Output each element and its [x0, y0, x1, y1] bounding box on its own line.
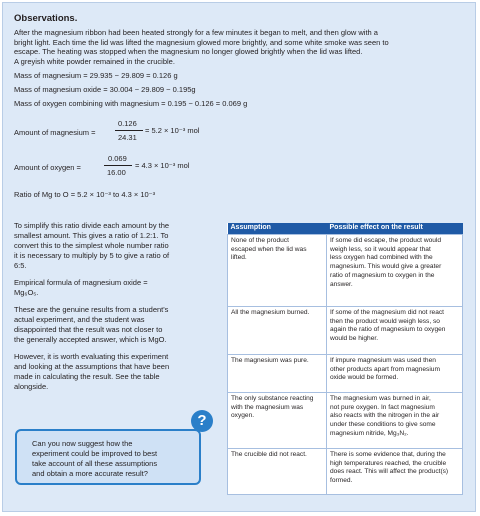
- body-line: However, it is worth evaluating this experiment: [14, 352, 169, 361]
- body-line: smallest amount. This gives a ratio of 1.2:1. To: [14, 231, 169, 240]
- cell-line: also reacts with the nitrogen in the air: [330, 412, 440, 420]
- cell-line: The only substance reacting: [231, 394, 314, 402]
- cell-line: answer.: [330, 280, 353, 288]
- cell-line: then the product would weigh less, so: [330, 317, 440, 325]
- effect-cell: [327, 234, 463, 306]
- assumption-cell: [228, 234, 327, 306]
- question-box: [15, 429, 201, 485]
- table-row: [228, 234, 463, 306]
- body-line: actual experiment, and the student was: [14, 315, 145, 324]
- cell-line: The magnesium was pure.: [231, 356, 309, 364]
- amount-mg-denominator: 24.31: [118, 133, 137, 142]
- body-line: and looking at the assumptions that have been: [14, 362, 170, 371]
- amount-mg-result: = 5.2 × 10⁻³ mol: [145, 126, 200, 135]
- table-row: [228, 354, 463, 392]
- cell-line: The crucible did not react.: [231, 450, 307, 458]
- cell-line: escaped when the lid was: [231, 245, 307, 253]
- cell-line: All the magnesium burned.: [231, 308, 310, 316]
- body-line: the generally accepted answer, which is MgO.: [14, 335, 167, 344]
- cell-line: lifted.: [231, 254, 247, 262]
- table-header-row: [228, 223, 463, 234]
- cell-line: None of the product: [231, 236, 289, 244]
- cell-line: less oxygen had combined with the: [330, 254, 433, 262]
- body-line: alongside.: [14, 382, 49, 391]
- column-header-assumption: Assumption: [228, 223, 327, 234]
- observations-panel: [2, 2, 476, 512]
- body-line: To simplify this ratio divide each amount by the: [14, 221, 170, 230]
- mass-oxygen: Mass of oxygen combining with magnesium = 0.195 − 0.126 = 0.069 g: [14, 99, 248, 108]
- assumption-cell: [228, 392, 327, 448]
- amount-o-result: = 4.3 × 10⁻³ mol: [135, 161, 190, 170]
- cell-line: again the ratio of magnesium to oxygen: [330, 326, 446, 334]
- question-line: Can you now suggest how the: [32, 439, 133, 448]
- mass-magnesium: Mass of magnesium = 29.935 − 29.809 = 0.126 g: [14, 71, 178, 80]
- cell-line: not pure oxygen. In fact magnesium: [330, 403, 435, 411]
- question-line: take account of all these assumptions: [32, 459, 158, 468]
- amount-o-label: Amount of oxygen =: [14, 163, 81, 172]
- assumption-cell: [228, 448, 327, 494]
- effect-cell: [327, 354, 463, 392]
- cell-line: If some did escape, the product would: [330, 236, 442, 244]
- body-line: 6:5.: [14, 261, 27, 270]
- cell-line: If impure magnesium was used then: [330, 356, 436, 364]
- column-header-effect: Possible effect on the result: [327, 223, 463, 234]
- body-line: These are the genuine results from a student's: [14, 305, 169, 314]
- cell-line: with the magnesium was: [231, 403, 304, 411]
- table-row: [228, 448, 463, 494]
- amount-mg-label: Amount of magnesium =: [14, 128, 96, 137]
- question-line: experiment could be improved to best: [32, 449, 158, 458]
- question-mark-icon: ?: [191, 410, 213, 432]
- table-row: [228, 306, 463, 354]
- body-line: made in calculating the result. See the table: [14, 372, 160, 381]
- cell-line: magnesium. This would give a greater: [330, 263, 442, 271]
- amount-mg-numerator: 0.126: [118, 119, 137, 128]
- para-line: A greyish white powder remained in the crucible.: [14, 56, 175, 66]
- cell-line: high temperatures reached, the crucible: [330, 459, 447, 467]
- assumption-cell: [228, 306, 327, 354]
- assumption-cell: [228, 354, 327, 392]
- question-line: and obtain a more accurate result?: [32, 469, 148, 478]
- cell-line: There is some evidence that, during the: [330, 450, 446, 458]
- cell-line: other products apart from magnesium: [330, 365, 440, 373]
- cell-line: magnesium nitride, Mg₃N₂.: [330, 429, 409, 437]
- amount-o-numerator: 0.069: [108, 154, 127, 163]
- para-line: bright light. Each time the lid was lifted the magnesium glowed more brightly, and some white smoke was seen to: [14, 37, 389, 47]
- cell-line: ratio of magnesium to oxygen in the: [330, 271, 435, 279]
- body-line: Empirical formula of magnesium oxide =: [14, 278, 148, 287]
- section-heading: Observations.: [14, 13, 78, 24]
- ratio-line: Ratio of Mg to O = 5.2 × 10⁻³ to 4.3 × 10⁻³: [14, 190, 156, 199]
- cell-line: formed.: [330, 477, 353, 485]
- cell-line: under these conditions to give some: [330, 421, 436, 429]
- body-line: it is necessary to multiply by 5 to give a ratio of: [14, 251, 170, 260]
- effect-cell: [327, 392, 463, 448]
- cell-line: does react. This will affect the product(s): [330, 468, 449, 476]
- cell-line: weigh less, so it would appear that: [330, 245, 431, 253]
- body-line: convert this to the simplest whole number ratio: [14, 241, 169, 250]
- para-line: escape. The heating was stopped when the magnesium no longer glowed brightly when the lid was lifted.: [14, 47, 363, 56]
- empirical-formula: Mg₆O₅.: [14, 288, 39, 297]
- assumptions-table: [227, 223, 463, 495]
- amount-o-denominator: 16.00: [107, 168, 126, 177]
- cell-line: would be higher.: [330, 335, 379, 343]
- cell-line: oxide would be formed.: [330, 374, 399, 382]
- cell-line: If some of the magnesium did not react: [330, 308, 444, 316]
- table-row: [228, 392, 463, 448]
- mass-magnesium-oxide: Mass of magnesium oxide = 30.004 − 29.809 − 0.195g: [14, 85, 196, 94]
- body-line: disappointed that the result was not closer to: [14, 325, 163, 334]
- effect-cell: [327, 306, 463, 354]
- cell-line: oxygen.: [231, 412, 255, 420]
- cell-line: The magnesium was burned in air,: [330, 394, 431, 402]
- fraction-bar: [115, 130, 143, 131]
- para-line: After the magnesium ribbon had been heated strongly for a few minutes it began to melt, and then glow with a: [14, 28, 378, 37]
- effect-cell: [327, 448, 463, 494]
- fraction-bar: [104, 165, 132, 166]
